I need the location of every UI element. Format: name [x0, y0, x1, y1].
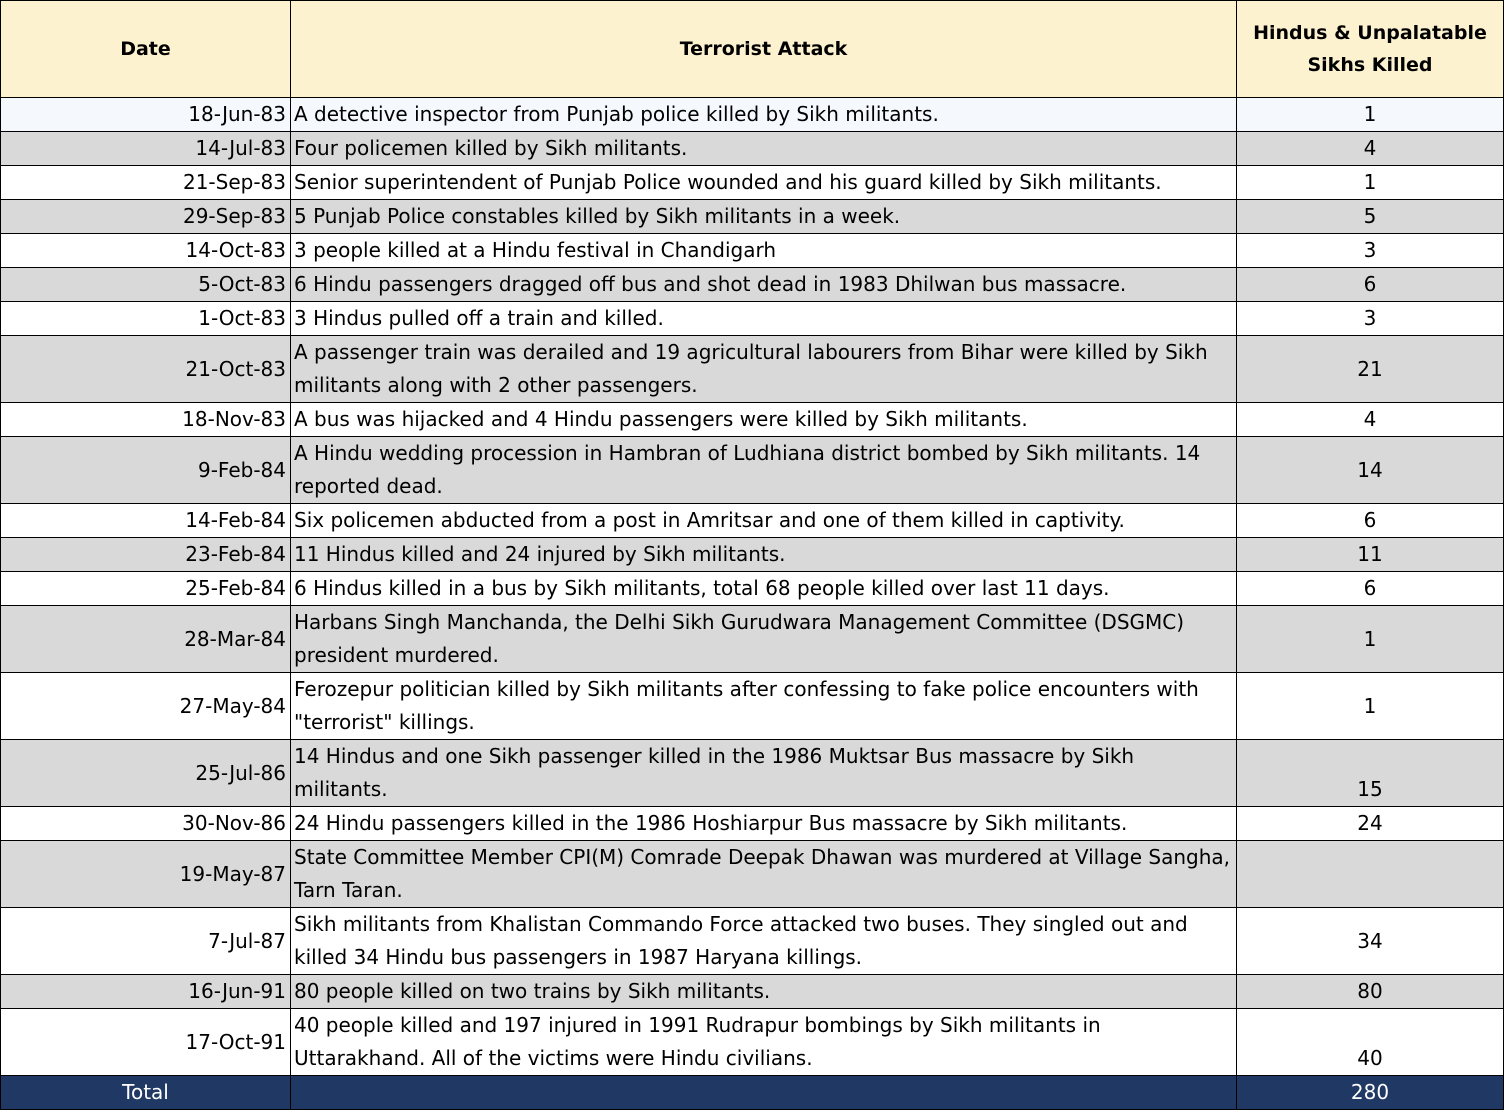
- table-row: [1, 504, 1504, 538]
- row-attack: 3 people killed at a Hindu festival in Chandigarh: [291, 234, 1237, 268]
- row-killed: 11: [1237, 538, 1504, 572]
- table-row: [1, 841, 1504, 908]
- total-row: [1, 1076, 1504, 1110]
- table-row: [1, 302, 1504, 336]
- table-row: [1, 908, 1504, 975]
- row-killed: 80: [1237, 975, 1504, 1009]
- row-date: 9-Feb-84: [1, 437, 291, 504]
- row-attack: 11 Hindus killed and 24 injured by Sikh militants.: [291, 538, 1237, 572]
- row-attack: A Hindu wedding procession in Hambran of Ludhiana district bombed by Sikh militants. 14 reported dead.: [291, 437, 1237, 504]
- row-attack: A passenger train was derailed and 19 agricultural labourers from Bihar were killed by Sikh militants along with 2 other passengers.: [291, 336, 1237, 403]
- row-attack: A bus was hijacked and 4 Hindu passengers were killed by Sikh militants.: [291, 403, 1237, 437]
- row-date: 29-Sep-83: [1, 200, 291, 234]
- table-row: [1, 740, 1504, 807]
- row-attack: Senior superintendent of Punjab Police wounded and his guard killed by Sikh militants.: [291, 166, 1237, 200]
- table-row: [1, 166, 1504, 200]
- row-date: 21-Sep-83: [1, 166, 291, 200]
- total-label: Total: [1, 1076, 291, 1110]
- row-attack: Sikh militants from Khalistan Commando Force attacked two buses. They singled out and killed 34 Hindu bus passengers in 1987 Haryana killings.: [291, 908, 1237, 975]
- table-row: [1, 132, 1504, 166]
- row-date: 5-Oct-83: [1, 268, 291, 302]
- row-date: 16-Jun-91: [1, 975, 291, 1009]
- row-date: 25-Jul-86: [1, 740, 291, 807]
- row-date: 7-Jul-87: [1, 908, 291, 975]
- row-killed: 15: [1237, 740, 1504, 807]
- row-date: 27-May-84: [1, 673, 291, 740]
- row-attack: 24 Hindu passengers killed in the 1986 Hoshiarpur Bus massacre by Sikh militants.: [291, 807, 1237, 841]
- table-row: [1, 437, 1504, 504]
- row-killed: 1: [1237, 166, 1504, 200]
- row-date: 14-Feb-84: [1, 504, 291, 538]
- row-killed: 3: [1237, 302, 1504, 336]
- row-attack: State Committee Member CPI(M) Comrade Deepak Dhawan was murdered at Village Sangha, Tarn Taran.: [291, 841, 1237, 908]
- row-killed: 1: [1237, 98, 1504, 132]
- row-killed: 6: [1237, 268, 1504, 302]
- header-killed-line2: Sikhs Killed: [1307, 54, 1433, 76]
- header-attack: Terrorist Attack: [291, 1, 1237, 98]
- row-killed: 34: [1237, 908, 1504, 975]
- row-killed: 21: [1237, 336, 1504, 403]
- table-row: [1, 268, 1504, 302]
- row-attack: Harbans Singh Manchanda, the Delhi Sikh Gurudwara Management Committee (DSGMC) president murdered.: [291, 606, 1237, 673]
- row-attack: Four policemen killed by Sikh militants.: [291, 132, 1237, 166]
- table-row: [1, 403, 1504, 437]
- row-attack: 3 Hindus pulled off a train and killed.: [291, 302, 1237, 336]
- row-date: 28-Mar-84: [1, 606, 291, 673]
- row-killed: 6: [1237, 504, 1504, 538]
- row-attack: 40 people killed and 197 injured in 1991 Rudrapur bombings by Sikh militants in Uttarakhand. All of the victims were Hindu civilians.: [291, 1009, 1237, 1076]
- row-date: 14-Jul-83: [1, 132, 291, 166]
- row-killed: 4: [1237, 403, 1504, 437]
- row-date: 1-Oct-83: [1, 302, 291, 336]
- row-attack: 6 Hindus killed in a bus by Sikh militants, total 68 people killed over last 11 days.: [291, 572, 1237, 606]
- row-date: 18-Jun-83: [1, 98, 291, 132]
- header-killed: [1237, 1, 1504, 98]
- total-value: 280: [1237, 1076, 1504, 1110]
- row-attack: A detective inspector from Punjab police killed by Sikh militants.: [291, 98, 1237, 132]
- total-spacer: [291, 1076, 1237, 1110]
- table-row: [1, 98, 1504, 132]
- row-date: 23-Feb-84: [1, 538, 291, 572]
- row-attack: Six policemen abducted from a post in Amritsar and one of them killed in captivity.: [291, 504, 1237, 538]
- row-attack: 6 Hindu passengers dragged off bus and shot dead in 1983 Dhilwan bus massacre.: [291, 268, 1237, 302]
- row-date: 19-May-87: [1, 841, 291, 908]
- row-date: 17-Oct-91: [1, 1009, 291, 1076]
- header-killed-line1: Hindus & Unpalatable: [1253, 22, 1487, 44]
- table-row: [1, 538, 1504, 572]
- table-row: [1, 975, 1504, 1009]
- table-row: [1, 673, 1504, 740]
- table-row: [1, 200, 1504, 234]
- row-date: 25-Feb-84: [1, 572, 291, 606]
- row-killed: 3: [1237, 234, 1504, 268]
- row-attack: 5 Punjab Police constables killed by Sikh militants in a week.: [291, 200, 1237, 234]
- table-row: [1, 1009, 1504, 1076]
- table-row: [1, 336, 1504, 403]
- row-killed: 6: [1237, 572, 1504, 606]
- header-row: [1, 1, 1504, 98]
- row-date: 14-Oct-83: [1, 234, 291, 268]
- row-killed: 1: [1237, 606, 1504, 673]
- row-date: 30-Nov-86: [1, 807, 291, 841]
- row-attack: 14 Hindus and one Sikh passenger killed in the 1986 Muktsar Bus massacre by Sikh militants.: [291, 740, 1237, 807]
- row-killed: 14: [1237, 437, 1504, 504]
- row-killed: 4: [1237, 132, 1504, 166]
- row-killed: 40: [1237, 1009, 1504, 1076]
- row-killed: 1: [1237, 673, 1504, 740]
- row-attack: Ferozepur politician killed by Sikh militants after confessing to fake police encounters with "terrorist" killings.: [291, 673, 1237, 740]
- row-killed: [1237, 841, 1504, 908]
- row-killed: 24: [1237, 807, 1504, 841]
- row-attack: 80 people killed on two trains by Sikh militants.: [291, 975, 1237, 1009]
- table-row: [1, 807, 1504, 841]
- row-date: 18-Nov-83: [1, 403, 291, 437]
- table-row: [1, 572, 1504, 606]
- header-date: Date: [1, 1, 291, 98]
- row-killed: 5: [1237, 200, 1504, 234]
- table-row: [1, 606, 1504, 673]
- table-row: [1, 234, 1504, 268]
- row-date: 21-Oct-83: [1, 336, 291, 403]
